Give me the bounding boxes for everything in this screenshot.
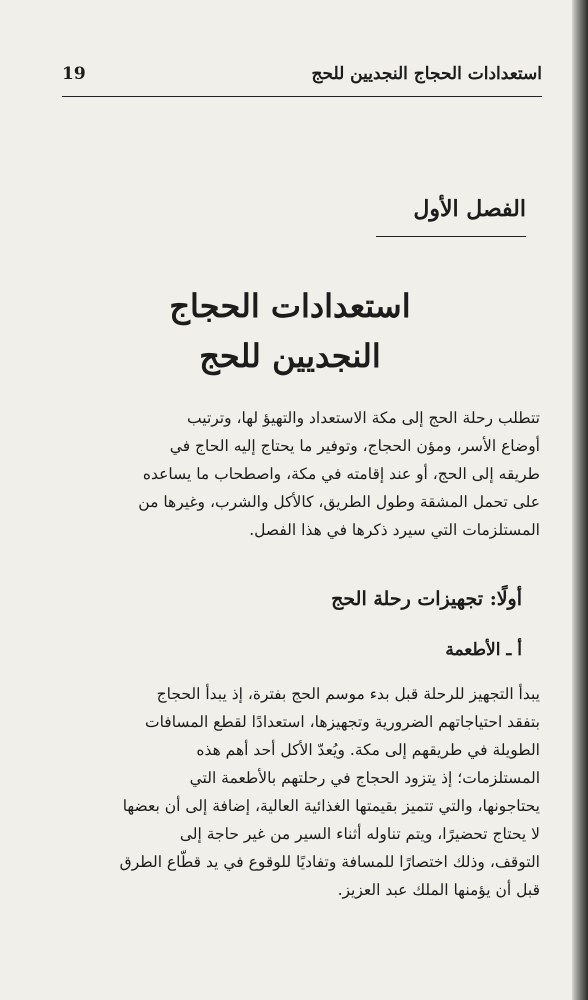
text-line: التوقف، وذلك اختصارًا للمسافة وتفاديًا للوقوع في يد قطّاع الطرق <box>119 853 540 871</box>
text-line: طريقه إلى الحج، أو عند إقامته في مكة، واصطحاب ما يساعده <box>142 465 540 483</box>
page-number: 19 <box>62 64 86 84</box>
text-line: يحتاجونها، والتي تتميز بقيمتها الغذائية العالية، إضافة إلى أن بعضها <box>122 797 540 815</box>
text-line: المستلزمات؛ إذ يتزود الحجاج في رحلتهم بالأطعمة التي <box>189 769 540 787</box>
body-paragraph <box>62 680 540 904</box>
text-line: لا يحتاج تحضيرًا، ويتم تناوله أثناء السير من غير حاجة إلى <box>179 825 540 843</box>
running-title: استعدادات الحجاج النجديين للحج <box>311 64 542 84</box>
text-line: قبل أن يؤمنها الملك عبد العزيز. <box>337 881 540 899</box>
text-line: يبدأ التجهيز للرحلة قبل بدء موسم الحج بفترة، إذ يبدأ الحجاج <box>156 685 540 703</box>
text-line: المستلزمات التي سيرد ذكرها في هذا الفصل. <box>249 521 540 539</box>
section-heading: أولًا: تجهيزات رحلة الحج <box>331 588 522 610</box>
text-line: تتطلب رحلة الحج إلى مكة الاستعداد والتهيؤ لها، وترتيب <box>187 409 540 427</box>
chapter-title-line-1: استعدادات الحجاج <box>169 287 411 325</box>
chapter-label: الفصل الأول <box>413 196 526 222</box>
text-line: الطويلة في طريقهم إلى مكة. ويُعدّ الأكل أحد أهم هذه <box>196 741 540 759</box>
chapter-rule <box>376 236 526 237</box>
book-spine-shadow <box>572 0 588 1000</box>
text-line: أوضاع الأسر، ومؤن الحجاج، وتوفير ما يحتاج إليه الحاج في <box>169 437 540 455</box>
sub-heading: أ ـ الأطعمة <box>445 640 522 660</box>
intro-paragraph <box>62 404 540 544</box>
text-line: بتفقد احتياجاتهم الضرورية وتجهيزها، استعدادًا لقطع المسافات <box>144 713 540 731</box>
page-header <box>62 62 542 98</box>
header-rule <box>62 96 542 97</box>
chapter-title-line-2: النجديين للحج <box>199 337 381 375</box>
text-line: على تحمل المشقة وطول الطريق، كالأكل والشرب، وغيرها من <box>138 493 540 511</box>
